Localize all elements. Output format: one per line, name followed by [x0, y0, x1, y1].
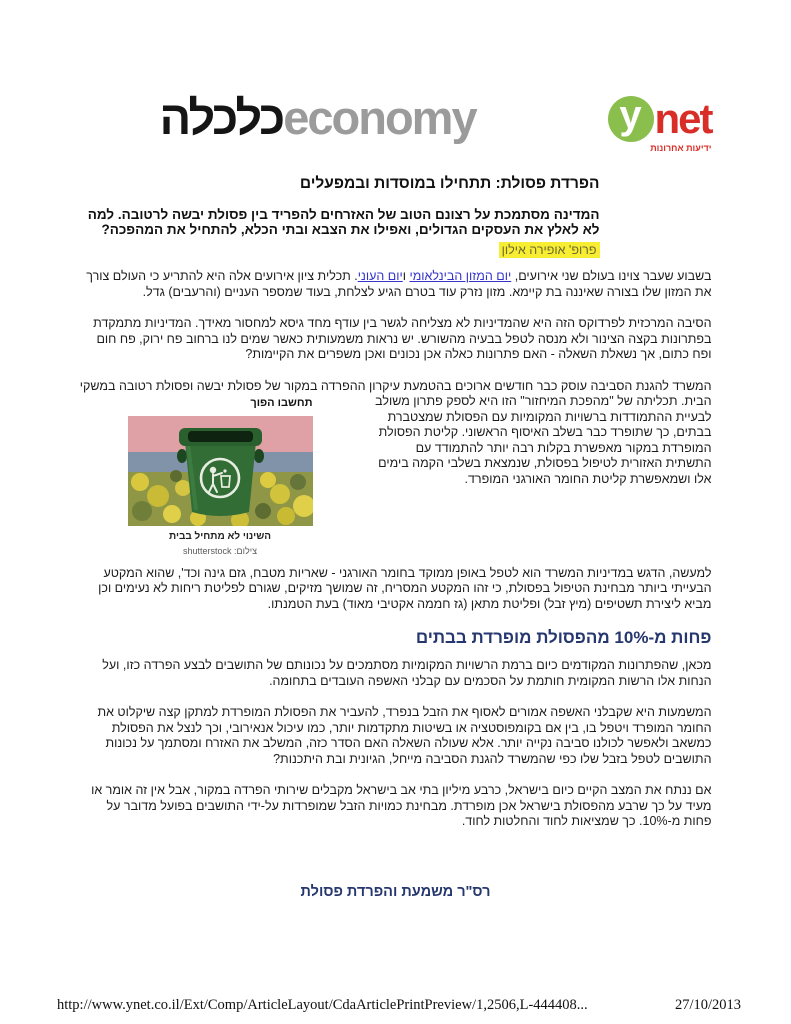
ynet-logo [608, 93, 712, 153]
article [80, 175, 712, 900]
figure-caption-top: תחשבו הפוך [250, 397, 313, 409]
figure-caption-bottom: השינוי לא מתחיל בבית [168, 530, 272, 542]
ynet-net-text: net [654, 95, 712, 142]
print-footer [57, 997, 741, 1014]
article-figure [128, 396, 313, 560]
paragraph-1-continuation: . תכלית ציון אירועים אלה היא להתריע כי העולם צורך את המזון שלו בצורה שאיננה בת קיימא. מזון נזרק עוד בטרם הגיע לצלחת, בעוד שמספר העניים (והרעבים) גדל. [86, 269, 712, 299]
footer-url: http://www.ynet.co.il/Ext/Comp/ArticleLayout/CdaArticlePrintPreview/1,2506,L-444408... [57, 997, 588, 1013]
paragraph-1-conjunction: ו [402, 269, 410, 283]
footer-date: 27/10/2013 [674, 997, 741, 1013]
link-poverty-day[interactable]: יום העוני [357, 269, 403, 283]
paragraph-3-lead: המשרד להגנת הסביבה עוסק כבר חודשים ארוכים בהטמעת עיקרון ההפרדה במקור של פסולת יבשה ופסולת רטובה במשקי הבית. [79, 378, 712, 408]
headline-block [80, 175, 600, 259]
byline [80, 241, 600, 259]
section-heading: פחות מ-10% מהפסולת מופרדת בבתים [415, 628, 712, 647]
paragraph-2: הסיבה המרכזית לפרדוקס הזה היא שהמדיניות לא מצליחה לגשר בין עודף מחד גיסא למחסור מאידך. המדיניות מתמקדת בפתרונות בקצה הצינור ולא מנסה לטפל בבעיה מהשורש. יש נראות משמעותית כאשר שמים לנו ברחוב פח ירוק, פח חום ופח כתום, אך נשאלת השאלה - האם פתרונות כאלה אכן נכונים ואכן משפרים את הקיימות? [93, 316, 712, 361]
paragraph-1-text: בשבוע שעבר צוינו בעולם שני אירועים, [511, 269, 712, 283]
ynet-y-circle-icon: y [608, 96, 654, 142]
masthead [80, 91, 712, 153]
figure-photo-credit: צילום: shutterstock [183, 546, 257, 556]
paragraph-3 [79, 378, 712, 556]
channel-logo [159, 91, 476, 144]
ynet-tagline: ידיעות אחרונות [650, 143, 712, 153]
article-subtitle: המדינה מסתמכת על רצונם הטוב של האזרחים להפריד בין פסולת יבשה לרטובה. למה לא לאלץ את העסקים הגדולים, ואפילו את הצבא ובתי הכלא, להתחיל את המהפכה? [87, 207, 600, 237]
channel-name-english: economy [283, 91, 476, 144]
paragraph-3-rest: תכליתה של "מהפכת המיחזור" הזו היא לספק פתרון משולב לבעיית ההתמודדות ברשויות המקומיות עם הפסולת שמצטברת בבתים, כך שתופרד כבר בשלב האיסוף הראשוני. קליטת הפסולת המופרדת במקור מאפשרת בקלות רבה יותר להתמודד עם התשתית האזורית לטיפול בפסולת, שנמצאת בשלבי הקמה בימים אלו ושמאפשרת קליטת החומר האורגני המופרד. [375, 394, 712, 486]
paragraph-6: המשמעות היא שקבלני האשפה אמורים לאסוף את הזבל בנפרד, להעביר את הפסולת המופרדת למתקן קצה שיקלוט את החומר המופרד ויטפל בו, בין אם בקומפוסטציה או בשיטות מתקדמות יותר, כמו עיכול אנאירובי, וכך לנצל את הפסולת כמשאב ולאפשר לכולנו סביבה נקייה יותר. אלא שעולה השאלה האם הסדר כזה, המשלב את האזרח ומסתמך על נכונות התושבים לטפל בזבל שלו כפי שהמשרד להגנת הסביבה מייחל, הגיונית ובת היתכנות? [97, 705, 712, 766]
paragraph-4: למעשה, הדגש במדיניות המשרד הוא לטפל באופן ממוקד בחומר האורגני - שאריות מטבח, גזם גינה וכד', שהוא המקטע הבעייתי ביותר מבחינת הטיפול בפסולת, כי זהו המקטע המסריח, זה שמושך מזיקים, שגורם לפליטת ריחות לא נעימים וכן מביא ליצירת תשטיפים (מיץ זבל) ופליטת מתאן (גז חממה אקטיבי מאוד) בעת הטמנתו. [98, 565, 712, 611]
paragraph-7: אם ננתח את המצב הקיים כיום בישראל, כרבע מיליון בתי אב בישראל מקבלים שירותי הפרדה במקור, אבל אין זה אומר או מעיד על כך שרבע מהפסולת בישראל אכן מופרדת. מבחינת כמויות הזבל שמופרדות על-ידי התושבים בפועל מדובר על פחות מ-10%. כך שמציאות לחוד והחלטות לחוד. [91, 783, 712, 828]
article-title: הפרדת פסולת: תתחילו במוסדות ובמפעלים [299, 175, 600, 192]
related-article-heading: רס"ר משמעת והפרדת פסולת [300, 883, 491, 900]
link-international-food-day[interactable]: יום המזון הבינלאומי [409, 269, 512, 283]
paragraph-1 [80, 269, 712, 300]
channel-name-hebrew: כלכלה [159, 91, 284, 144]
trash-bin-photo [128, 416, 313, 526]
author-name: פרופ' אופירה אילון [499, 242, 600, 258]
paragraph-5: מכאן, שהפתרונות המקודמים כיום ברמת הרשויות המקומיות מסתמכים על נכונותם של התושבים לבצע הפרדה כזו, ועל הנחות אלו הרשות המקומית חותמת על הסכמים עם קבלני האשפה העובדים בתחומה. [102, 658, 712, 688]
